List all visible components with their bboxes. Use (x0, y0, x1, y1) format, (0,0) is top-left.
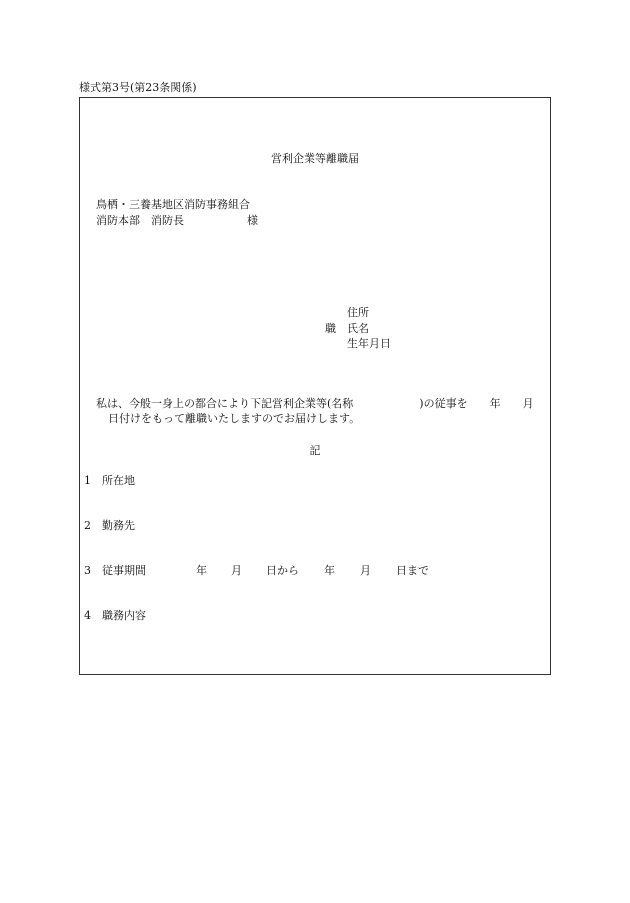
period-end-year: 年 (324, 564, 335, 577)
period-start-year: 年 (196, 564, 207, 577)
item-label-period: 従事期間 (102, 564, 146, 577)
document-title: 営利企業等離職届 (271, 152, 359, 165)
applicant-address-label: 住所 (347, 306, 369, 319)
applicant-birthdate-label: 生年月日 (347, 337, 391, 350)
ki-heading: 記 (309, 444, 321, 457)
form-border (79, 97, 551, 675)
item-number: 4 (84, 609, 91, 622)
period-end-day: 日まで (396, 564, 429, 577)
addressee-honorific: 様 (247, 214, 258, 227)
applicant-position-label: 職 (325, 322, 336, 335)
period-start-month: 月 (231, 564, 242, 577)
item-label-workplace: 勤務先 (102, 519, 135, 532)
form-number-label: 様式第3号(第23条関係) (79, 81, 197, 94)
period-start-day: 日から (266, 564, 299, 577)
addressee-position: 消防本部 消防長 (96, 214, 184, 227)
period-end-month: 月 (360, 564, 371, 577)
applicant-name-label: 氏名 (347, 322, 369, 335)
body-text-line2: 日付けをもって離職いたしますのでお届けします。 (108, 412, 361, 425)
item-number: 1 (84, 474, 91, 487)
item-number: 3 (84, 564, 91, 577)
addressee-organization: 鳥栖・三養基地区消防事務組合 (96, 198, 250, 211)
item-label-location: 所在地 (102, 474, 135, 487)
item-label-duties: 職務内容 (102, 609, 146, 622)
body-text-line1: 私は、今般一身上の都合により下記営利企業等(名称 )の従事を 年 月 (96, 397, 534, 410)
item-number: 2 (84, 519, 91, 532)
